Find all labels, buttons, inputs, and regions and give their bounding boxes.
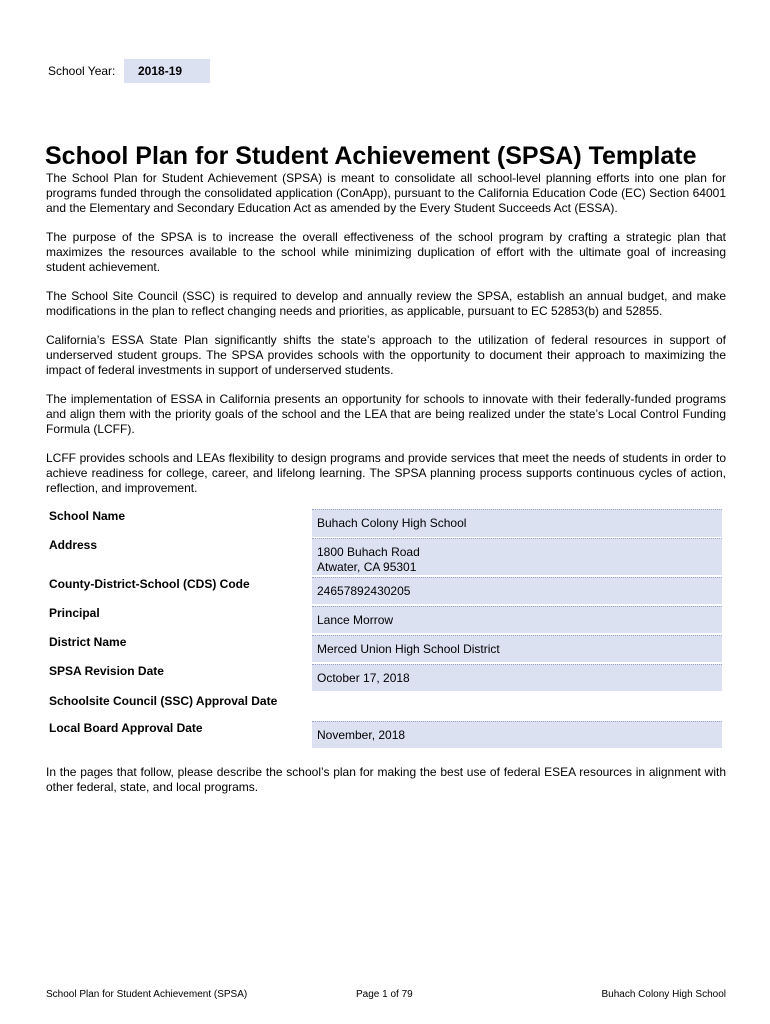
intro-section <box>46 171 726 510</box>
footer-page-number: Page 1 of 79 <box>356 989 413 1000</box>
school-year-field <box>48 59 210 83</box>
ssc-approval-label: Schoolsite Council (SSC) Approval Date <box>49 694 278 708</box>
info-row-district-name <box>46 635 722 663</box>
district-name-value: Merced Union High School District <box>312 635 722 662</box>
principal-label: Principal <box>49 606 100 620</box>
board-approval-label: Local Board Approval Date <box>49 721 203 735</box>
ssc-approval-value <box>312 693 722 720</box>
intro-paragraph-1: The School Plan for Student Achievement (SPSA) is meant to consolidate all school-level planning efforts into one plan for programs funded through the consolidated application (ConApp), pursuant to the California Education Code (EC) Section 64001 and the Elementary and Secondary Education Act as amended by the Every Student Succeeds Act (ESSA). <box>46 171 726 215</box>
page-footer <box>46 989 726 1001</box>
info-row-principal <box>46 606 722 634</box>
school-info-table <box>46 509 722 749</box>
intro-paragraph-2: The purpose of the SPSA is to increase the overall effectiveness of the school program by crafting a strategic plan that maximizes the resources available to the school while minimizing duplication of effort with the ultimate goal of increasing student achievement. <box>46 230 726 274</box>
cds-code-value: 24657892430205 <box>312 577 722 604</box>
principal-value: Lance Morrow <box>312 606 722 633</box>
intro-paragraph-5: The implementation of ESSA in California presents an opportunity for schools to innovate with their federally-funded programs and align them with the priority goals of the school and the LEA that are being realized under the state’s Local Control Funding Formula (LCFF). <box>46 392 726 436</box>
address-line-1: 1800 Buhach Road <box>317 545 420 559</box>
board-approval-value: November, 2018 <box>312 721 722 748</box>
address-value <box>312 538 722 575</box>
revision-date-label: SPSA Revision Date <box>49 664 164 678</box>
revision-date-value: October 17, 2018 <box>312 664 722 691</box>
intro-paragraph-6: LCFF provides schools and LEAs flexibility to design programs and provide services that meet the needs of students in order to achieve readiness for college, career, and lifelong learning. The SPSA planning process supports continuous cycles of action, reflection, and improvement. <box>46 451 726 495</box>
intro-paragraph-4: California’s ESSA State Plan significantly shifts the state’s approach to the utilization of federal resources in support of underserved student groups. The SPSA provides schools with the opportunity to document their approach to maximizing the impact of federal investments in support of underserved students. <box>46 333 726 377</box>
address-label: Address <box>49 538 98 552</box>
info-row-board-approval <box>46 721 722 749</box>
district-name-label: District Name <box>49 635 127 649</box>
address-line-2: Atwater, CA 95301 <box>317 560 417 574</box>
closing-paragraph: In the pages that follow, please describe the school’s plan for making the best use of federal ESEA resources in alignment with other federal, state, and local programs. <box>46 765 726 794</box>
cds-code-label: County-District-School (CDS) Code <box>49 577 250 591</box>
school-year-label: School Year: <box>48 64 116 78</box>
info-row-cds-code <box>46 577 722 605</box>
info-row-school-name <box>46 509 722 537</box>
footer-school-name: Buhach Colony High School <box>601 989 726 1000</box>
school-year-value: 2018-19 <box>124 59 210 83</box>
info-row-address <box>46 538 722 576</box>
footer-document-title: School Plan for Student Achievement (SPSA) <box>46 989 248 1000</box>
intro-paragraph-3: The School Site Council (SSC) is required to develop and annually review the SPSA, establish an annual budget, and make modifications in the plan to reflect changing needs and priorities, as applicable, pursuant to EC 52853(b) and 52855. <box>46 289 726 318</box>
info-row-ssc-approval <box>46 693 722 720</box>
school-name-label: School Name <box>49 509 126 523</box>
info-row-revision-date <box>46 664 722 692</box>
page-title: School Plan for Student Achievement (SPSA) Template <box>45 142 697 170</box>
school-name-value: Buhach Colony High School <box>312 509 722 537</box>
